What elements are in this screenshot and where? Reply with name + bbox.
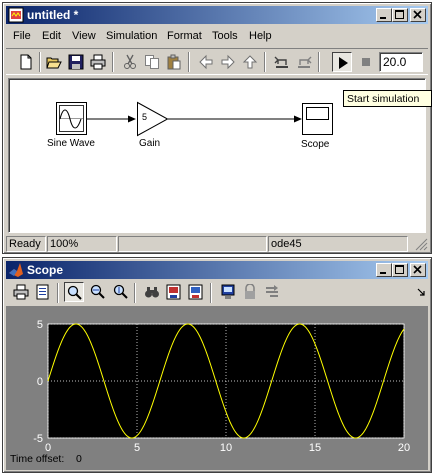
x-tick-label: 20: [397, 442, 411, 454]
zoom-y-button[interactable]: [110, 282, 130, 302]
print-button[interactable]: [88, 52, 108, 72]
floating-scope-icon: [220, 284, 236, 300]
autoscale-icon: [144, 284, 160, 300]
matlab-logo-icon: [8, 262, 24, 278]
scope-window-title: Scope: [27, 263, 64, 277]
model-toolbar: [6, 48, 428, 75]
save-button[interactable]: [66, 52, 86, 72]
lock-icon: [242, 284, 258, 300]
forward-button[interactable]: [218, 52, 238, 72]
toolbar-separator: [39, 52, 41, 72]
zoom-x-button[interactable]: [87, 282, 107, 302]
scope-toolbar: [6, 280, 428, 304]
stop-time-input[interactable]: [379, 52, 423, 72]
restore-axes-button[interactable]: [186, 282, 206, 302]
gain-value: 5: [142, 112, 148, 122]
new-icon: [18, 54, 34, 70]
menu-help[interactable]: Help: [249, 30, 272, 42]
menu-simulation[interactable]: Simulation: [106, 30, 158, 42]
floating-scope-button[interactable]: [218, 282, 238, 302]
scope-print-button[interactable]: [11, 282, 31, 302]
scope-chart[interactable]: [6, 306, 428, 470]
zoom-x-icon: [89, 284, 105, 300]
paste-icon: [166, 54, 182, 70]
dock-arrow-icon[interactable]: [417, 288, 425, 296]
save-axes-button[interactable]: [164, 282, 184, 302]
simulink-model-icon: [8, 7, 24, 23]
maximize-icon: [393, 9, 407, 21]
resize-grip-icon[interactable]: [415, 238, 428, 251]
cut-icon: [122, 54, 138, 70]
restore-axes-icon: [188, 284, 204, 300]
toolbar-separator: [57, 283, 59, 303]
start-simulation-tooltip: Start simulation: [343, 90, 432, 107]
toolbar-separator: [112, 52, 114, 72]
menu-view[interactable]: View: [72, 30, 96, 42]
sine-wave-block[interactable]: [57, 103, 87, 135]
lock-axes-button[interactable]: [240, 282, 260, 302]
autoscale-button[interactable]: [142, 282, 162, 302]
signal-line-sine-gain[interactable]: [87, 116, 136, 123]
scope-minimize-button[interactable]: [376, 263, 392, 277]
open-icon: [46, 54, 62, 70]
menu-format[interactable]: Format: [167, 30, 202, 42]
minimize-icon: [377, 264, 391, 276]
y-tick-label: 5: [36, 319, 43, 331]
redo-button[interactable]: [294, 52, 314, 72]
parameters-icon: [35, 284, 51, 300]
status-solver: ode45: [268, 236, 408, 252]
signal-selection-button[interactable]: [262, 282, 282, 302]
gain-label: Gain: [139, 138, 161, 149]
minimize-button[interactable]: [376, 8, 392, 22]
scope-maximize-button[interactable]: [392, 263, 408, 277]
status-blank: [118, 236, 267, 252]
print-icon: [90, 54, 106, 70]
signal-selection-icon: [264, 284, 280, 300]
close-icon: [411, 9, 425, 21]
model-window-title: untitled *: [27, 8, 79, 22]
toolbar-separator: [210, 283, 212, 303]
forward-icon: [220, 54, 236, 70]
menu-bar: [6, 27, 428, 46]
model-titlebar[interactable]: [6, 6, 428, 24]
toolbar-separator: [318, 52, 320, 72]
time-offset-value: 0: [76, 453, 82, 465]
menu-file[interactable]: File: [13, 30, 31, 42]
maximize-icon: [393, 264, 407, 276]
new-button[interactable]: [16, 52, 36, 72]
time-offset-label: Time offset:: [10, 453, 65, 465]
up-button[interactable]: [240, 52, 260, 72]
signal-line-gain-scope[interactable]: [168, 116, 302, 123]
status-zoom: 100%: [47, 236, 117, 252]
open-button[interactable]: [44, 52, 64, 72]
close-button[interactable]: [410, 8, 426, 22]
redo-icon: [296, 54, 312, 70]
toolbar-separator: [264, 52, 266, 72]
model-window: [2, 2, 432, 254]
scope-window: [2, 257, 432, 473]
scope-parameters-button[interactable]: [33, 282, 53, 302]
toolbar-separator: [134, 283, 136, 303]
stop-simulation-button[interactable]: [356, 52, 376, 72]
x-tick-label: 0: [44, 442, 52, 454]
y-tick-label: -5: [33, 433, 43, 445]
scope-block[interactable]: [303, 104, 333, 135]
x-tick-label: 5: [133, 442, 141, 454]
status-ready: Ready: [6, 236, 46, 252]
status-bar: [6, 236, 428, 252]
stop-icon: [358, 54, 374, 70]
menu-tools[interactable]: Tools: [212, 30, 238, 42]
x-tick-label: 10: [219, 442, 233, 454]
copy-icon: [144, 54, 160, 70]
up-icon: [242, 54, 258, 70]
toolbar-separator: [188, 52, 190, 72]
zoom-icon: [67, 285, 83, 301]
save-icon: [68, 54, 84, 70]
copy-button[interactable]: [142, 52, 162, 72]
undo-icon: [274, 54, 290, 70]
back-icon: [198, 54, 214, 70]
scope-close-button[interactable]: [410, 263, 426, 277]
zoom-button[interactable]: [64, 282, 84, 302]
zoom-y-icon: [112, 284, 128, 300]
undo-button[interactable]: [272, 52, 292, 72]
minimize-icon: [377, 9, 391, 21]
scope-plot-area: [6, 306, 428, 470]
scope-titlebar[interactable]: [6, 261, 428, 279]
print-icon: [13, 284, 29, 300]
scope-label: Scope: [301, 139, 330, 150]
close-icon: [411, 264, 425, 276]
play-icon: [335, 55, 351, 71]
start-simulation-button[interactable]: [332, 52, 352, 72]
y-tick-label: 0: [36, 376, 43, 388]
menu-edit[interactable]: Edit: [42, 30, 61, 42]
cut-button[interactable]: [120, 52, 140, 72]
save-axes-icon: [166, 284, 182, 300]
paste-button[interactable]: [164, 52, 184, 72]
maximize-button[interactable]: [392, 8, 408, 22]
sine-wave-label: Sine Wave: [47, 138, 95, 149]
x-tick-label: 15: [308, 442, 322, 454]
back-button[interactable]: [196, 52, 216, 72]
